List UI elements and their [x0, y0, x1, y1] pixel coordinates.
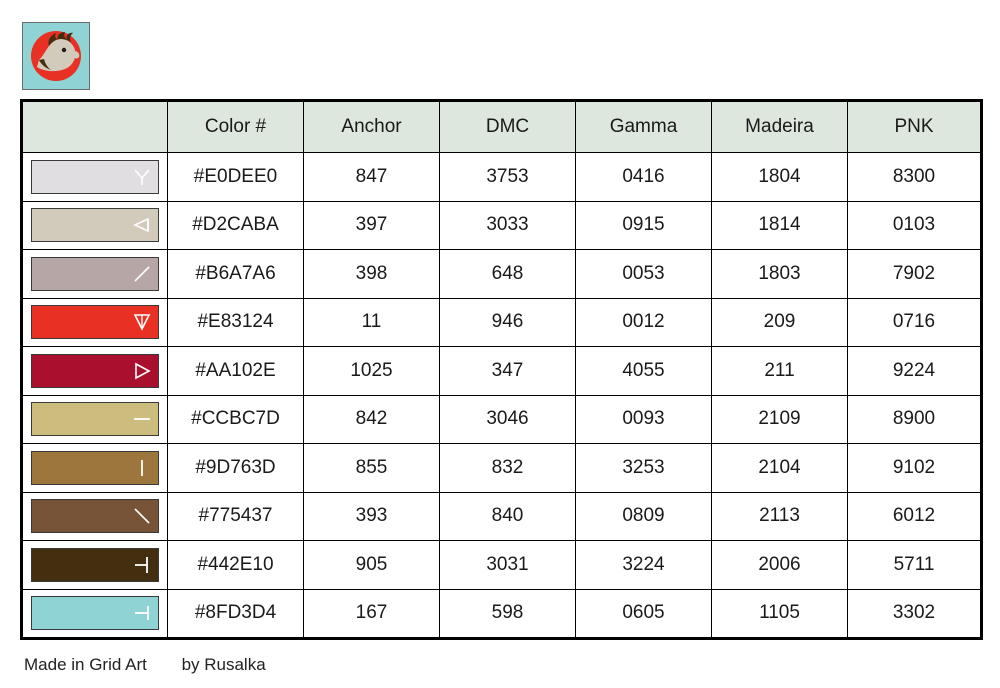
cell-dmc: 3031 [440, 541, 576, 590]
cell-gamma: 0605 [576, 589, 712, 639]
cell-gamma: 4055 [576, 347, 712, 396]
symbol-backslash [131, 505, 153, 527]
color-swatch [31, 160, 159, 194]
swatch-cell [22, 492, 168, 541]
cell-pnk: 5711 [848, 541, 982, 590]
cell-madeira: 211 [712, 347, 848, 396]
cell-color-hex: #AA102E [168, 347, 304, 396]
cell-color-hex: #E83124 [168, 298, 304, 347]
cell-anchor: 847 [304, 153, 440, 202]
cell-gamma: 0915 [576, 201, 712, 250]
swatch-cell [22, 201, 168, 250]
cell-madeira: 2113 [712, 492, 848, 541]
swatch-cell [22, 541, 168, 590]
cell-pnk: 7902 [848, 250, 982, 299]
cell-dmc: 3753 [440, 153, 576, 202]
table-row [22, 541, 982, 590]
swatch-cell [22, 153, 168, 202]
symbol-slash-up [131, 263, 153, 285]
cell-madeira: 2006 [712, 541, 848, 590]
symbol-triangle-down-outline [131, 311, 153, 333]
symbol-bar-with-left-tick [131, 554, 153, 576]
symbol-vertical-bar [131, 457, 153, 479]
color-swatch [31, 208, 159, 242]
swatch-cell [22, 444, 168, 493]
swatch-cell [22, 395, 168, 444]
cell-anchor: 397 [304, 201, 440, 250]
cell-color-hex: #775437 [168, 492, 304, 541]
cell-gamma: 0809 [576, 492, 712, 541]
cell-color-hex: #CCBC7D [168, 395, 304, 444]
symbol-backslash [131, 505, 153, 527]
cell-color-hex: #8FD3D4 [168, 589, 304, 639]
symbol-vertical-bar [131, 457, 153, 479]
cell-pnk: 3302 [848, 589, 982, 639]
symbol-tee-left [131, 602, 153, 624]
column-header-pnk: PNK [848, 101, 982, 153]
swatch-cell [22, 589, 168, 639]
cell-color-hex: #B6A7A6 [168, 250, 304, 299]
symbol-dash [131, 408, 153, 430]
cell-color-hex: #9D763D [168, 444, 304, 493]
column-header-madeira: Madeira [712, 101, 848, 153]
cell-color-hex: #E0DEE0 [168, 153, 304, 202]
table-row [22, 153, 982, 202]
table-row [22, 298, 982, 347]
symbol-dash [131, 408, 153, 430]
cell-anchor: 167 [304, 589, 440, 639]
cell-madeira: 209 [712, 298, 848, 347]
color-swatch [31, 305, 159, 339]
cell-madeira: 1803 [712, 250, 848, 299]
cell-pnk: 8300 [848, 153, 982, 202]
table-row [22, 492, 982, 541]
cell-dmc: 946 [440, 298, 576, 347]
table-header-row [22, 101, 982, 153]
symbol-triangle-left-filled [131, 214, 153, 236]
color-swatch [31, 451, 159, 485]
column-header-anchor: Anchor [304, 101, 440, 153]
cell-dmc: 3033 [440, 201, 576, 250]
cell-dmc: 347 [440, 347, 576, 396]
symbol-triangle-right-outline [131, 360, 153, 382]
cell-dmc: 598 [440, 589, 576, 639]
cell-gamma: 0093 [576, 395, 712, 444]
table-row [22, 395, 982, 444]
table-row [22, 347, 982, 396]
column-header-color: Color # [168, 101, 304, 153]
cell-color-hex: #D2CABA [168, 201, 304, 250]
cell-anchor: 905 [304, 541, 440, 590]
cell-pnk: 0716 [848, 298, 982, 347]
symbol-slash-up [131, 263, 153, 285]
cell-gamma: 0053 [576, 250, 712, 299]
cell-pnk: 9224 [848, 347, 982, 396]
footer-made-in: Made in Grid Art [24, 655, 147, 674]
cell-anchor: 11 [304, 298, 440, 347]
table-body [22, 153, 982, 639]
color-swatch [31, 596, 159, 630]
cell-anchor: 1025 [304, 347, 440, 396]
color-swatch [31, 257, 159, 291]
cell-madeira: 2104 [712, 444, 848, 493]
table-row [22, 444, 982, 493]
color-swatch [31, 499, 159, 533]
color-swatch [31, 354, 159, 388]
swatch-cell [22, 298, 168, 347]
symbol-y-down [131, 166, 153, 188]
cell-gamma: 0416 [576, 153, 712, 202]
cell-gamma: 0012 [576, 298, 712, 347]
cell-gamma: 3224 [576, 541, 712, 590]
table-row [22, 250, 982, 299]
cell-dmc: 3046 [440, 395, 576, 444]
symbol-tee-left [131, 602, 153, 624]
table-row [22, 201, 982, 250]
cell-anchor: 842 [304, 395, 440, 444]
symbol-triangle-left-filled [131, 214, 153, 236]
color-swatch [31, 548, 159, 582]
cell-color-hex: #442E10 [168, 541, 304, 590]
symbol-triangle-right-outline [131, 360, 153, 382]
color-swatch [31, 402, 159, 436]
cell-madeira: 1105 [712, 589, 848, 639]
floss-legend-table [20, 99, 983, 640]
cell-gamma: 3253 [576, 444, 712, 493]
cell-pnk: 8900 [848, 395, 982, 444]
footer-author: by Rusalka [181, 655, 266, 674]
table-row [22, 589, 982, 639]
cell-pnk: 9102 [848, 444, 982, 493]
cell-pnk: 0103 [848, 201, 982, 250]
symbol-y-down [131, 166, 153, 188]
swatch-cell [22, 347, 168, 396]
symbol-triangle-down-outline [131, 311, 153, 333]
column-header-swatch [22, 101, 168, 153]
cell-pnk: 6012 [848, 492, 982, 541]
column-header-gamma: Gamma [576, 101, 712, 153]
symbol-bar-with-left-tick [131, 554, 153, 576]
cell-dmc: 840 [440, 492, 576, 541]
cell-anchor: 393 [304, 492, 440, 541]
footer [24, 655, 266, 675]
cell-madeira: 2109 [712, 395, 848, 444]
horse-head-logo-icon [23, 23, 89, 89]
cell-madeira: 1814 [712, 201, 848, 250]
cell-anchor: 398 [304, 250, 440, 299]
cell-dmc: 648 [440, 250, 576, 299]
swatch-cell [22, 250, 168, 299]
floss-legend-table-wrapper [20, 99, 980, 640]
cell-madeira: 1804 [712, 153, 848, 202]
cell-anchor: 855 [304, 444, 440, 493]
app-logo [22, 22, 90, 90]
column-header-dmc: DMC [440, 101, 576, 153]
cell-dmc: 832 [440, 444, 576, 493]
